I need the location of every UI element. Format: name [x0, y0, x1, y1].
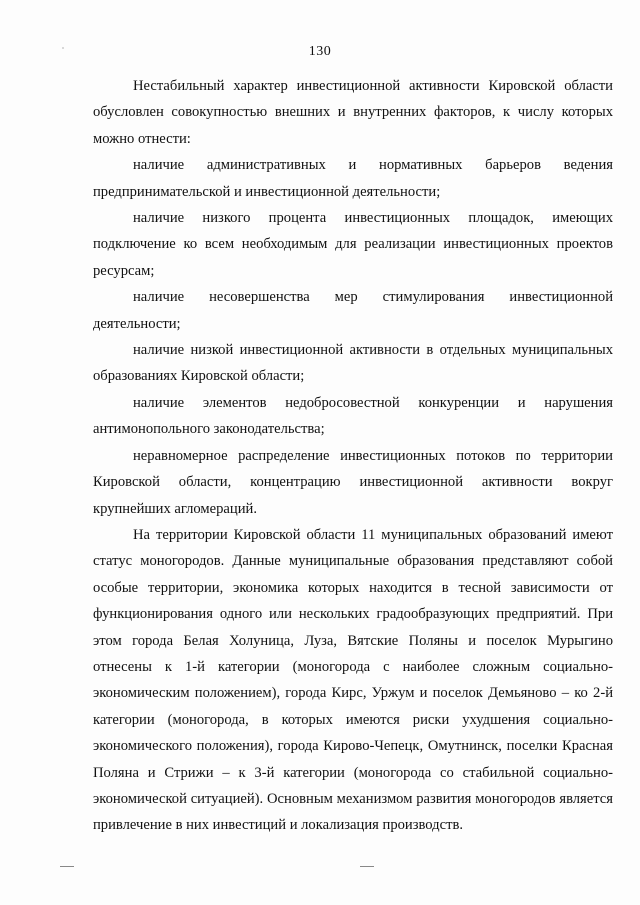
paragraph-monotowns: На территории Кировской области 11 муниципальных образований имеют статус моногородов. Данные муниципальные образования представляют собой особые территории, экономика которых находится в тесной зависимости от функционирования одного или нескольких градообразующих предприятий. При этом города Белая Холуница, Луза, Вятские Поляны и поселок Мурыгино отнесены к 1-й категории (моногорода с наиболее сложным социально-экономическим положением), города Кирс, Уржум и поселок Демьяново – ко 2-й категории (моногорода, в которых имеются риски ухудшения социально-экономического положения), города Кирово-Чепецк, Омутнинск, поселки Красная Поляна и Стрижи – к 3-й категории (моногорода со стабильной социально-экономической ситуацией). Основным механизмом развития моногородов является привлечение в них инвестиций и локализация производств. — [93, 526, 613, 834]
list-item-barriers: наличие административных и нормативных барьеров ведения предпринимательской и инвестиционной деятельности; — [93, 157, 613, 200]
scan-artifact — [60, 866, 74, 867]
list-item-competition: наличие элементов недобросовестной конкуренции и нарушения антимонопольного законодательства; — [93, 394, 613, 438]
list-item-incentives: наличие несовершенства мер стимулирования инвестиционной деятельности; — [93, 289, 613, 332]
list-item-investment-sites: наличие низкого процента инвестиционных площадок, имеющих подключение ко всем необходимым для реализации инвестиционных проектов ресурсам; — [93, 210, 613, 279]
page-number: 130 — [308, 44, 332, 59]
paragraph-intro: Нестабильный характер инвестиционной активности Кировской области обусловлен совокупностью внешних и внутренних факторов, к числу которых можно отнести: — [93, 78, 613, 147]
scan-artifact — [360, 866, 374, 867]
list-item-distribution: неравномерное распределение инвестиционных потоков по территории Кировской области, концентрацию инвестиционной активности вокруг крупнейших агломераций. — [93, 447, 613, 517]
list-item-low-activity: наличие низкой инвестиционной активности в отдельных муниципальных образованиях Кировской области; — [93, 342, 613, 385]
body-text — [93, 73, 613, 839]
